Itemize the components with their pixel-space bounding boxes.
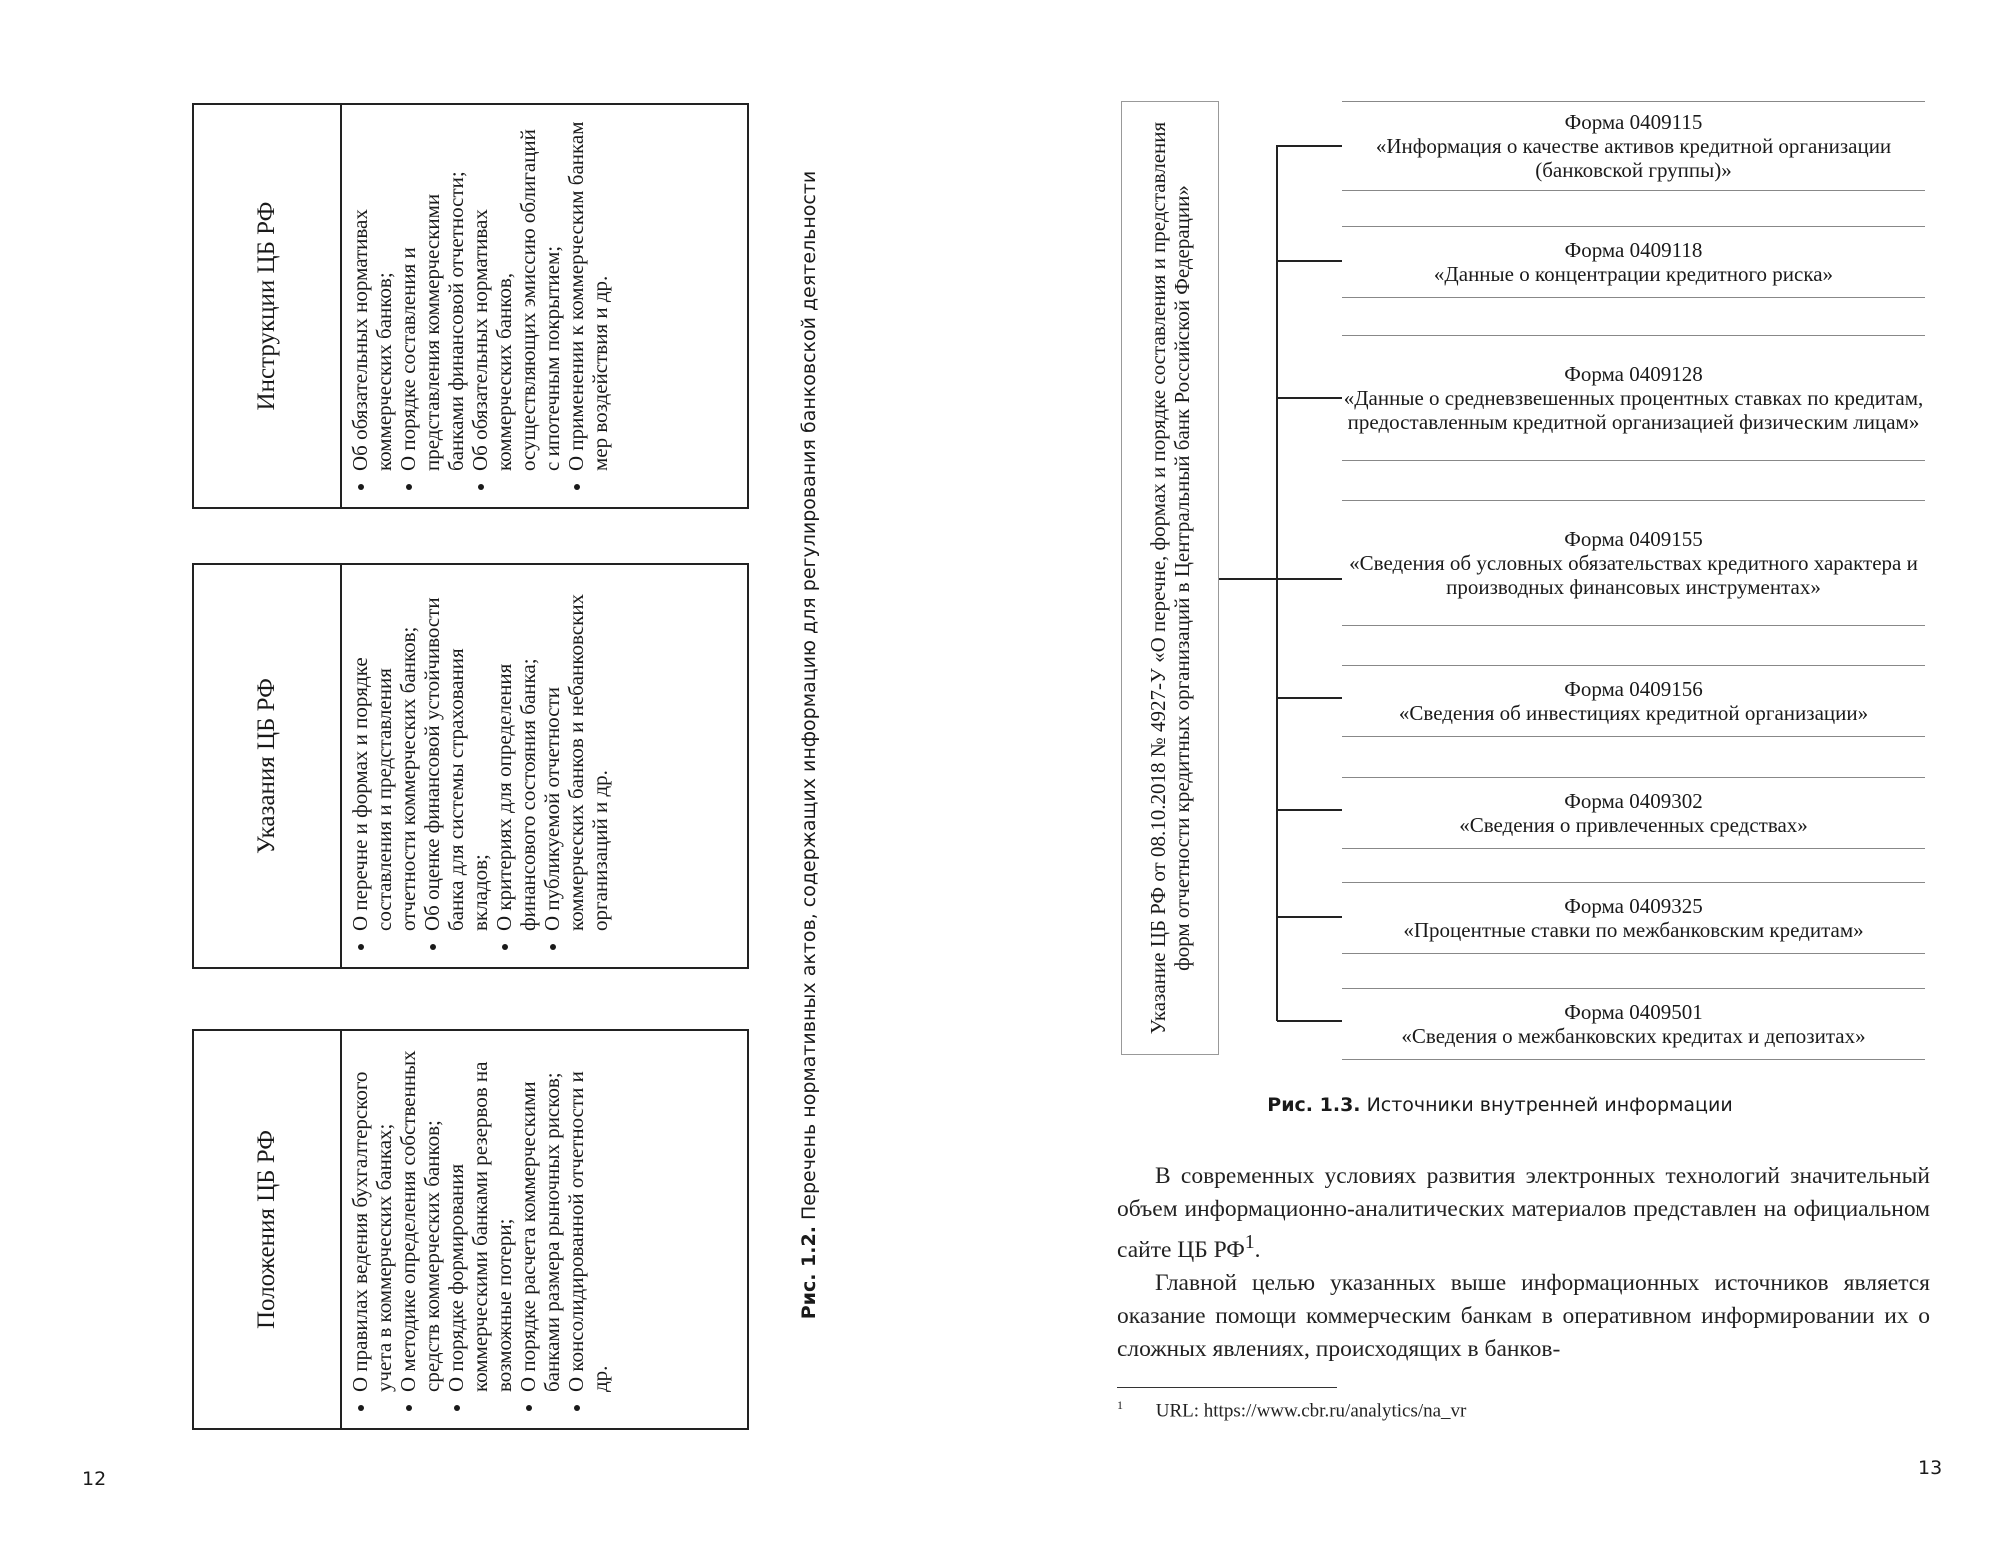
paragraph [1117, 1160, 1930, 1267]
form-code: Форма 0409501 [1564, 1000, 1703, 1024]
form-code: Форма 0409118 [1564, 238, 1703, 262]
group-instruktsii [192, 103, 749, 509]
form-description: «Процентные ставки по межбанковским кредитам» [1403, 918, 1864, 942]
form-box [1342, 777, 1925, 849]
form-box [1342, 500, 1925, 626]
connector-line [1277, 578, 1342, 580]
connector-line [1277, 809, 1342, 811]
form-box [1342, 988, 1925, 1060]
form-code: Форма 0409115 [1564, 110, 1703, 134]
list-item: • О порядке формирования коммерческими банками резервов на возможные потери; [444, 1041, 516, 1392]
form-box [1342, 226, 1925, 298]
form-description: «Сведения о привлеченных средствах» [1459, 813, 1808, 837]
connector-line [1276, 145, 1278, 1021]
form-code: Форма 0409325 [1564, 894, 1703, 918]
source-document-text: Указание ЦБ РФ от 08.10.2018 № 4927-У «О перечне, формах и порядке составления и представления форм отчетности кредитных организаций в Центральный банк Российской Федерации» [1146, 121, 1194, 1035]
list-item: • О применении к коммерческим банкам мер воздействия и др. [564, 115, 612, 471]
paragraph-text: В современных условиях развития электронных технологий значительный объем информационно-аналитических материалов представлен на официальном сайте ЦБ РФ [1117, 1163, 1930, 1263]
form-box [1342, 335, 1925, 461]
group-items-list [348, 1041, 612, 1420]
form-description: «Данные о концентрации кредитного риска» [1433, 262, 1834, 286]
list-item: • О порядке составления и представления коммерческими банками финансовой отчетности; [396, 115, 468, 471]
group-items-list [348, 115, 612, 499]
page-number: 12 [82, 1468, 107, 1490]
group-ukazaniya [192, 563, 749, 969]
connector-line [1277, 397, 1342, 399]
paragraph-end: . [1254, 1236, 1261, 1263]
caption-text: Источники внутренней информации [1366, 1094, 1733, 1116]
figure-caption [1000, 1094, 2000, 1116]
paragraph: Главной целью указанных выше информационных источников является оказание помощи коммерческим банкам в оперативном информировании их о сложных явлениях, происходящих в банков- [1117, 1269, 1930, 1362]
connector-line [1277, 260, 1342, 262]
figure-caption [792, 120, 826, 1370]
list-item: • О консолидированной отчетности и др. [564, 1041, 612, 1392]
footnote-ref: 1 [1244, 1232, 1255, 1253]
caption-text: Перечень нормативных актов, содержащих информацию для регулирования банковской деятельности [798, 170, 820, 1221]
page-number: 13 [1918, 1457, 1943, 1479]
list-item: • О порядке расчета коммерческими банками размера рыночных рисков; [516, 1041, 564, 1392]
source-document-box [1121, 101, 1219, 1055]
form-description: «Информация о качестве активов кредитной организации (банковской группы)» [1375, 134, 1892, 182]
form-description: «Сведения об условных обязательствах кредитного характера и производных финансовых инструментах» [1349, 551, 1918, 599]
caption-label: Рис. 1.2. [798, 1226, 820, 1320]
footnote-text: URL: https://www.cbr.ru/analytics/na_vr [1155, 1400, 1467, 1422]
group-title: Указания ЦБ РФ [194, 565, 342, 967]
form-box [1342, 882, 1925, 954]
regulatory-acts-diagram [192, 103, 749, 1430]
group-title: Инструкции ЦБ РФ [194, 105, 342, 507]
list-item: • О публикуемой отчетности коммерческих банков и небанковских организаций и др. [540, 575, 612, 931]
list-item: • О критериях для определения финансового состояния банка; [492, 575, 540, 931]
form-code: Форма 0409155 [1564, 527, 1703, 551]
form-description: «Сведения о межбанковских кредитах и депозитах» [1401, 1024, 1866, 1048]
form-code: Форма 0409156 [1564, 677, 1703, 701]
list-item: • О методике определения собственных средств коммерческих банков; [396, 1041, 444, 1392]
connector-line [1277, 697, 1342, 699]
form-description: «Данные о средневзвешенных процентных ставках по кредитам, предоставленным кредитной организацией физическим лицам» [1343, 386, 1924, 434]
footnote-divider [1117, 1387, 1337, 1388]
list-item: • Об обязательных нормативах коммерческих банков; [348, 115, 396, 471]
connector-line [1277, 145, 1342, 147]
footnote-marker: 1 [1117, 1398, 1123, 1412]
form-box [1342, 101, 1925, 191]
body-text [1117, 1160, 1930, 1366]
form-description: «Сведения об инвестициях кредитной организации» [1398, 701, 1869, 725]
form-code: Форма 0409302 [1564, 789, 1703, 813]
group-items-list [348, 575, 612, 959]
footnote [1117, 1398, 1466, 1422]
connector-line [1277, 916, 1342, 918]
form-code: Форма 0409128 [1564, 362, 1703, 386]
connector-line [1277, 1020, 1342, 1022]
connector-line [1219, 578, 1277, 580]
list-item: • О перечне и формах и порядке составления и представления отчетности коммерческих банков; [348, 575, 420, 931]
list-item: • Об обязательных нормативах коммерческих банков, осуществляющих эмиссию облигаций с ипотечным покрытием; [468, 115, 564, 471]
list-item: • Об оценке финансовой устойчивости банка для системы страхования вкладов; [420, 575, 492, 931]
group-polozheniya [192, 1029, 749, 1430]
group-title: Положения ЦБ РФ [194, 1031, 342, 1428]
form-box [1342, 665, 1925, 737]
caption-label: Рис. 1.3. [1267, 1094, 1361, 1116]
right-page [1000, 0, 2000, 1552]
list-item: • О правилах ведения бухгалтерского учета в коммерческих банках; [348, 1041, 396, 1392]
